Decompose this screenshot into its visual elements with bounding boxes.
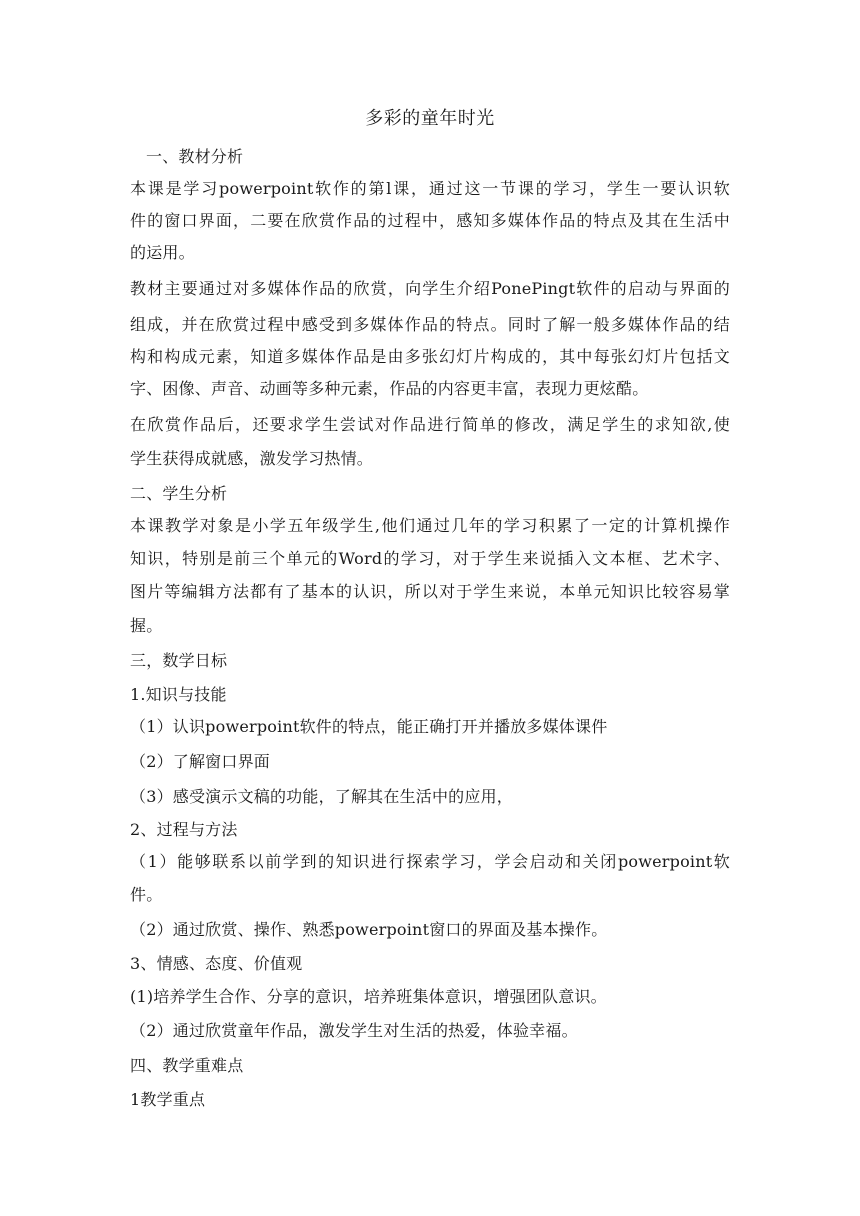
paragraph-line: 的运用。 <box>130 243 195 262</box>
paragraph-line: 构和构成元素，知道多媒体作品是由多张幻灯片构成的，其中每张幻灯片包括文 <box>130 347 730 366</box>
paragraph-line: 本课教学对象是小学五年级学生,他们通过几年的学习积累了一定的计算机操作 <box>130 516 730 535</box>
list-item: （2）通过欣赏、操作、熟悉powerpoint窗口的界面及基本操作。 <box>130 920 608 939</box>
subsection-heading: 3、情感、态度、价值观 <box>130 954 303 973</box>
subsection-heading: 2、过程与方法 <box>130 820 238 839</box>
paragraph-line: 件的窗口界面，二要在欣赏作品的过程中，感知多媒体作品的特点及其在生活中 <box>130 211 730 230</box>
list-item: （1）能够联系以前学到的知识进行探索学习，学会启动和关闭powerpoint软 <box>130 852 730 871</box>
paragraph-line: 字、困像、声音、动画等多种元素，作品的内容更丰富，表现力更炫酷。 <box>130 379 649 398</box>
list-item: 件。 <box>130 885 163 904</box>
list-item: （3）感受演示文稿的功能，了解其在生活中的应用， <box>130 787 513 806</box>
list-item: （2）了解窗口界面 <box>130 752 270 771</box>
section-heading: 四、教学重难点 <box>130 1056 244 1075</box>
paragraph-line: 本课是学习powerpoint软作的第l课，通过这一节课的学习，学生一要认识软 <box>130 179 730 198</box>
document-title: 多彩的童年时光 <box>365 108 495 129</box>
list-item: （2）通过欣赏童年作品，激发学生对生活的热爱，体验幸福。 <box>130 1021 578 1040</box>
list-item: （1）认识powerpoint软件的特点，能正确打开并播放多媒体课件 <box>130 717 608 736</box>
subsection-heading: 1.知识与技能 <box>130 685 227 704</box>
paragraph-line: 在欣赏作品后，还要求学生尝试对作品进行简单的修改，满足学生的求知欲,使 <box>130 415 730 434</box>
paragraph-line: 组成，并在欣赏过程中感受到多媒体作品的特点。同时了解一般多媒体作品的结 <box>130 315 730 334</box>
paragraph-line: 图片等编辑方法都有了基本的认识，所以对于学生来说，本单元知识比较容易掌 <box>130 582 730 601</box>
paragraph-line: 教材主要通过对多媒体作品的欣赏，向学生介绍PonePingt软件的启动与界面的 <box>130 279 730 298</box>
paragraph-line: 握。 <box>130 616 163 635</box>
subsection-heading: 1教学重点 <box>130 1090 206 1109</box>
section-heading: 一、教材分析 <box>146 147 244 166</box>
paragraph-line: 学生获得成就感，激发学习热情。 <box>130 449 374 468</box>
paragraph-line: 知识，特别是前三个单元的Word的学习，对于学生来说插入文本框、艺术字、 <box>130 549 730 568</box>
list-item: (1)培养学生合作、分享的意识，培养班集体意识，增强团队意识。 <box>130 987 607 1006</box>
section-heading: 三，数学日标 <box>130 651 228 670</box>
section-heading: 二、学生分析 <box>130 484 228 503</box>
